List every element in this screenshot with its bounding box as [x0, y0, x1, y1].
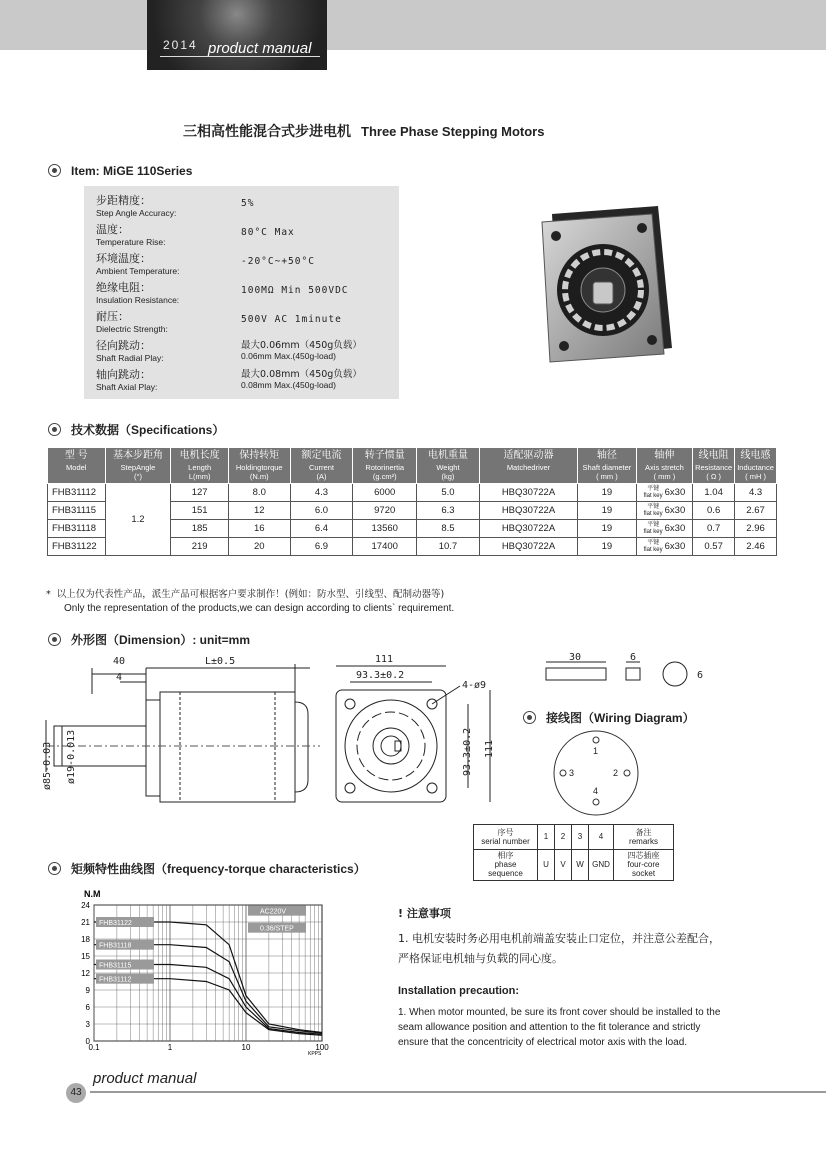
dim-111: 111 [375, 654, 394, 665]
bullet-icon [48, 633, 61, 646]
spec-label-en: Shaft Axial Play: [96, 382, 158, 392]
x-tick-label: 0.1 [88, 1043, 100, 1052]
spec-table-title: 技术数据（Specifications） [71, 423, 225, 437]
front-hub [373, 728, 409, 764]
front-pilot [345, 700, 437, 792]
wiring-cell: V [555, 850, 572, 881]
key-side [546, 668, 606, 680]
motor-photo [538, 198, 676, 368]
wiring-remark: 四芯插座 four-core socket [614, 850, 674, 881]
cell-model: FHB31118 [48, 520, 106, 538]
item-label: Item: MiGE 110Series [71, 164, 193, 178]
x-tick-label: 1 [167, 1043, 173, 1052]
page-title [183, 121, 544, 141]
cell-current: 6.4 [290, 520, 353, 538]
caution-text-cn: 1. 电机安装时务必用电机前端盖安装止口定位，并注意公差配合，严格保证电机轴与负载的同心度。 [398, 932, 720, 965]
y-tick-label: 0 [85, 1037, 90, 1046]
spec-value [241, 337, 362, 361]
caution-title-en: Installation precaution: [398, 985, 520, 997]
x-tick-label: 100 [315, 1043, 329, 1052]
front-fins [357, 712, 425, 780]
rear-cap [295, 702, 308, 792]
hole-bl [345, 783, 355, 793]
spec-value: 5% [241, 198, 255, 209]
col-header: 转子惯量 Rotorinertia (g.cm²) [353, 448, 417, 484]
cell-shaft: 19 [578, 502, 637, 520]
spec-value-cn: 最大0.08mm（450g负载） [241, 369, 362, 380]
header-photo [147, 0, 327, 70]
legend-label: FHB31115 [99, 962, 132, 970]
spec-row [96, 366, 396, 392]
mount-hole [637, 223, 647, 233]
spec-label-en: Shaft Radial Play: [96, 353, 164, 363]
key-detail [546, 662, 687, 686]
footer-brand: product manual [93, 1070, 197, 1087]
pin-3-label: 3 [569, 768, 575, 778]
cell-current: 6.0 [290, 502, 353, 520]
cell-current: 6.9 [290, 538, 353, 556]
wiring-cell: 1 [538, 825, 555, 850]
col-header: 轴伸 Axis stretch ( mm ) [636, 448, 692, 484]
pin-2-label: 2 [613, 768, 619, 778]
pin-1 [593, 737, 599, 743]
cell-length: 127 [171, 484, 229, 502]
cell-inertia: 6000 [353, 484, 417, 502]
spec-value: 100MΩ Min 500VDC [241, 285, 349, 296]
wiring-cell: 2 [555, 825, 572, 850]
cell-model: FHB31112 [48, 484, 106, 502]
header-bar [0, 0, 826, 50]
dim-4: 4 [116, 672, 123, 683]
pin-4 [593, 799, 599, 805]
dim-111-vertical: 111 [484, 739, 495, 758]
col-header: 线电感 Inductance ( mH ) [735, 448, 777, 484]
cell-length: 151 [171, 502, 229, 520]
spec-table-header [48, 448, 777, 484]
spec-table-heading [48, 421, 224, 438]
note-cn: 以上仅为代表性产品，派生产品可根据客户要求制作！(例如：防水型、引线型、配制动器等) [56, 589, 445, 600]
title-en: Three Phase Stepping Motors [361, 124, 545, 139]
wiring-table [473, 824, 674, 881]
side-view [46, 664, 320, 802]
annotation-label: 0.36/STEP [260, 925, 294, 933]
cell-driver: HBQ30722A [479, 520, 577, 538]
y-tick-label: 9 [85, 986, 90, 995]
cell-inertia: 13560 [353, 520, 417, 538]
caution-title-cn: ! 注意事项 [398, 907, 451, 920]
spec-label-cn: 轴向跳动： [96, 368, 151, 381]
cell-resistance: 0.6 [693, 502, 735, 520]
pin-3 [560, 770, 566, 776]
col-header: 基本步距角 StepAngle (°) [105, 448, 171, 484]
header-year: 2014 [163, 38, 198, 52]
spec-row [96, 192, 396, 218]
cell-driver: HBQ30722A [479, 502, 577, 520]
cell-inductance: 2.46 [735, 538, 777, 556]
wiring-cell: 4 [589, 825, 614, 850]
dim-40: 40 [113, 656, 126, 667]
item-heading [48, 164, 192, 178]
front-cover [146, 700, 160, 796]
cell-torque: 20 [228, 538, 290, 556]
header-divider [160, 56, 320, 57]
wiring-row-label: 序号 serial number [474, 825, 538, 850]
y-tick-label: 12 [81, 969, 90, 978]
cell-weight: 5.0 [417, 484, 480, 502]
bullet-icon [48, 862, 61, 875]
installation-caution [398, 905, 728, 1050]
cell-inductance: 2.96 [735, 520, 777, 538]
dim-93: 93.3±0.2 [356, 670, 405, 681]
cell-axis: 平键 flat key 6x30 [636, 520, 692, 538]
frequency-torque-chart [60, 885, 350, 1060]
spec-label-cn: 温度： [96, 223, 129, 236]
cell-inertia: 17400 [353, 538, 417, 556]
wiring-cell: 3 [572, 825, 589, 850]
chart-xlabel: KPPS [308, 1051, 322, 1057]
pin-1-label: 1 [593, 746, 599, 756]
cell-driver: HBQ30722A [479, 538, 577, 556]
col-header: 额定电流 Current (A) [290, 448, 353, 484]
cell-shaft: 19 [578, 520, 637, 538]
chart-ylabel: N.M [84, 889, 101, 899]
mount-hole [551, 231, 561, 241]
spec-row [96, 250, 396, 276]
title-cn: 三相高性能混合式步进电机 [183, 124, 351, 140]
cell-length: 185 [171, 520, 229, 538]
spec-label-en: Step Angle Accuracy: [96, 208, 177, 218]
spec-row [96, 221, 396, 247]
cell-step-angle: 1.2 [105, 484, 171, 556]
hole-br [427, 783, 437, 793]
wiring-row-serial [474, 825, 674, 850]
spec-table [47, 447, 777, 556]
cell-inertia: 9720 [353, 502, 417, 520]
bullet-icon [48, 164, 61, 177]
spec-value-en: 0.08mm Max.(450g-load) [241, 380, 336, 390]
spec-value: 80°C Max [241, 227, 295, 238]
cell-model: FHB31115 [48, 502, 106, 520]
footer-divider [90, 1091, 826, 1093]
dimension-title: 外形图（Dimension）: unit=mm [71, 633, 251, 647]
wiring-remark-header: 备注 remarks [614, 825, 674, 850]
col-header: 轴径 Shaft diameter ( mm ) [578, 448, 637, 484]
spec-label-en: Ambient Temperature: [96, 266, 180, 276]
cell-weight: 10.7 [417, 538, 480, 556]
page-number: 43 [66, 1083, 86, 1103]
spec-label-en: Dielectric Strength: [96, 324, 168, 334]
note-en: Only the representation of the products,we can design according to clients` requirement. [64, 603, 455, 614]
cell-resistance: 1.04 [693, 484, 735, 502]
dim-L: L±0.5 [205, 656, 236, 667]
spec-value: 500V AC 1minute [241, 314, 342, 325]
col-header: 电机重量 Weight (kg) [417, 448, 480, 484]
cell-inductance: 4.3 [735, 484, 777, 502]
cell-shaft: 19 [578, 484, 637, 502]
spec-value-en: 0.06mm Max.(450g-load) [241, 351, 336, 361]
wiring-row-phase [474, 850, 674, 881]
col-header: 型 号 Model [48, 448, 106, 484]
spec-label-cn: 环境温度： [96, 252, 151, 265]
y-tick-label: 3 [85, 1020, 90, 1029]
socket-outline [554, 731, 638, 815]
spec-label-cn: 径向跳动： [96, 339, 151, 352]
spec-value-cn: 最大0.06mm（450g负载） [241, 340, 362, 351]
wiring-title: 接线图（Wiring Diagram） [546, 711, 695, 725]
dim-key-6-vertical: 6 [697, 670, 704, 681]
wiring-row-label: 相序 phase sequence [474, 850, 538, 881]
y-tick-label: 21 [81, 918, 90, 927]
header-brand: product manual [208, 40, 312, 57]
dim-key-30: 30 [569, 652, 582, 663]
wiring-cell: GND [589, 850, 614, 881]
wiring-cell: U [538, 850, 555, 881]
dim-key-6: 6 [630, 652, 637, 663]
bullet-icon [523, 711, 536, 724]
cell-weight: 8.5 [417, 520, 480, 538]
cell-axis: 平键 flat key 6x30 [636, 484, 692, 502]
cell-shaft: 19 [578, 538, 637, 556]
pin-2 [624, 770, 630, 776]
cell-torque: 8.0 [228, 484, 290, 502]
cell-axis: 平键 flat key 6x30 [636, 538, 692, 556]
freq-heading [48, 860, 366, 877]
cell-weight: 6.3 [417, 502, 480, 520]
wiring-heading [523, 709, 695, 726]
cell-inductance: 2.67 [735, 502, 777, 520]
table-row [48, 484, 777, 502]
motor-shaft [593, 282, 613, 304]
legend-label: FHB31118 [99, 942, 132, 950]
front-flange [336, 690, 446, 802]
spec-value: -20°C~+50°C [241, 256, 315, 267]
y-tick-label: 18 [81, 935, 90, 944]
y-tick-label: 15 [81, 952, 90, 961]
col-header: 电机长度 Length L(mm) [171, 448, 229, 484]
pin-4-label: 4 [593, 786, 599, 796]
cell-resistance: 0.7 [693, 520, 735, 538]
spec-label-cn: 耐压： [96, 310, 129, 323]
x-tick-label: 10 [241, 1043, 251, 1052]
spec-label-en: Temperature Rise: [96, 237, 166, 247]
key-section [663, 662, 687, 686]
spec-row [96, 308, 396, 334]
dimension-heading [48, 631, 250, 648]
cell-current: 4.3 [290, 484, 353, 502]
bullet-icon [48, 423, 61, 436]
caution-text-en: 1. When motor mounted, be sure its front cover should be installed to the seam allowance position and attention to the fit tolerance and strictly ensure that the concentricity of electrical motor axis with the load. [398, 1007, 721, 1048]
hole-tl [345, 699, 355, 709]
mount-hole [647, 335, 657, 345]
col-header: 保持转矩 Holdingtorque (N.m) [228, 448, 290, 484]
dim-19: ø19-0.013 [66, 729, 77, 784]
spec-label-cn: 步距精度： [96, 194, 151, 207]
annotation-label: AC220V [260, 908, 287, 916]
wiring-cell: W [572, 850, 589, 881]
cell-axis: 平键 flat key 6x30 [636, 502, 692, 520]
y-tick-label: 6 [85, 1003, 90, 1012]
cell-length: 219 [171, 538, 229, 556]
y-tick-label: 24 [81, 901, 90, 910]
col-header: 线电阻 Resistance ( Ω ) [693, 448, 735, 484]
dim-93-vertical: 93.3±0.2 [462, 727, 473, 776]
spec-value [241, 366, 362, 390]
cell-driver: HBQ30722A [479, 484, 577, 502]
spec-row [96, 279, 396, 305]
legend-label: FHB31122 [99, 920, 132, 927]
dim-holes: 4-ø9 [462, 680, 487, 691]
key-end [626, 668, 640, 680]
front-shaft [381, 736, 401, 756]
spec-row [96, 337, 396, 363]
cell-model: FHB31122 [48, 538, 106, 556]
note-star: * [46, 589, 51, 600]
mount-hole [559, 341, 569, 351]
col-header: 适配驱动器 Matchedriver [479, 448, 577, 484]
spec-label-en: Insulation Resistance: [96, 295, 180, 305]
freq-title: 矩频特性曲线图（frequency-torque characteristics） [71, 862, 366, 876]
cell-resistance: 0.57 [693, 538, 735, 556]
cell-torque: 16 [228, 520, 290, 538]
product-note [46, 586, 454, 614]
cell-torque: 12 [228, 502, 290, 520]
general-specs-box [84, 186, 399, 399]
wiring-diagram [551, 728, 641, 818]
spec-label-cn: 绝缘电阻： [96, 281, 151, 294]
legend-label: FHB31112 [99, 976, 132, 984]
dim-85: ø85-0.03 [42, 741, 53, 790]
